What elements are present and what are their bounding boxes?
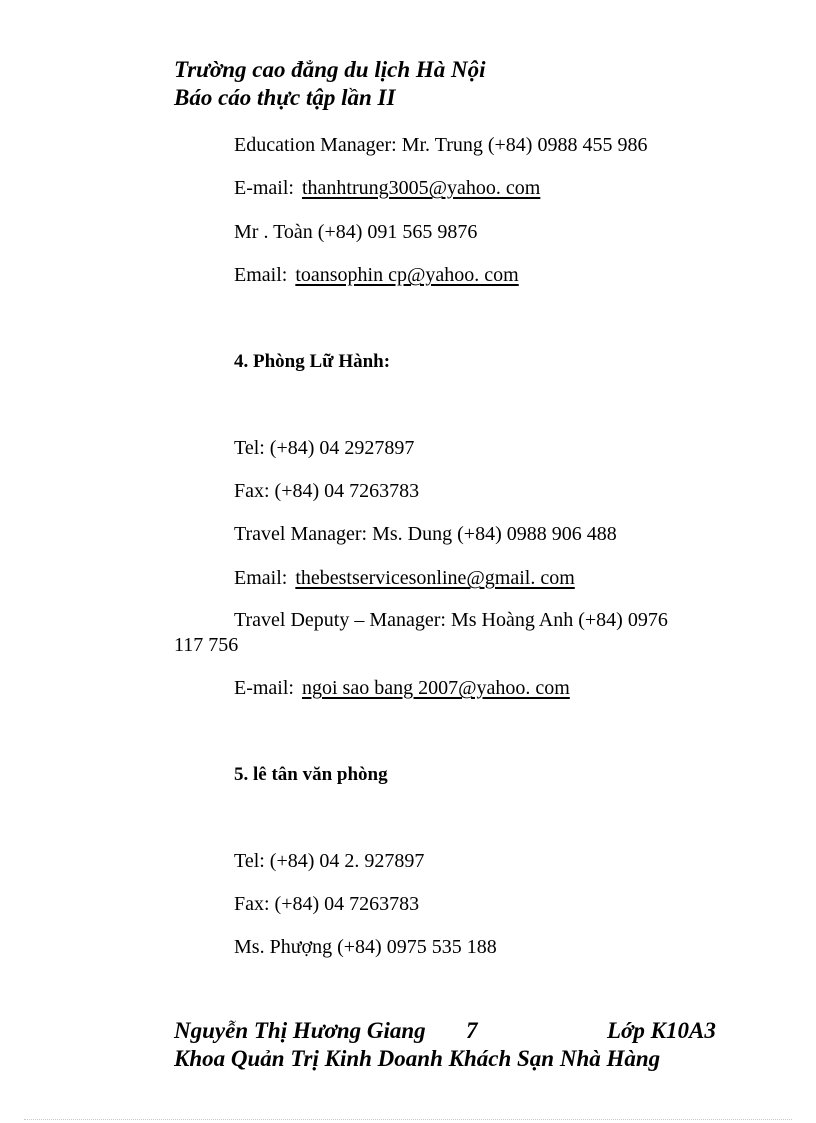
section-5-heading: 5. lê tân văn phòng [234, 764, 388, 785]
report-title: Báo cáo thực tập lần II [174, 85, 396, 110]
travel-tel-line: Tel: (+84) 04 2927897 [234, 437, 415, 459]
reception-contact-line: Ms. Phượng (+84) 0975 535 188 [234, 936, 497, 958]
email-label: Email: [234, 567, 288, 589]
travel-email-line [234, 566, 575, 590]
email-link[interactable]: ngoi sao bang 2007@yahoo. com [301, 677, 570, 699]
travel-fax-line: Fax: (+84) 04 7263783 [234, 480, 420, 502]
email-link[interactable]: thanhtrung3005@yahoo. com [301, 177, 541, 199]
reception-tel-line: Tel: (+84) 04 2. 927897 [234, 850, 425, 872]
email-label: E-mail: [234, 677, 294, 699]
reception-fax-line: Fax: (+84) 04 7263783 [234, 893, 420, 915]
school-name: Trường cao đẳng du lịch Hà Nội [174, 57, 486, 82]
travel-deputy-email-line [234, 676, 570, 700]
email-line-2 [234, 263, 519, 287]
footer-faculty: Khoa Quản Trị Kinh Doanh Khách Sạn Nhà Hàng [174, 1046, 661, 1071]
travel-deputy-line-2: 117 756 [174, 634, 239, 656]
email-link[interactable]: toansophin cp@yahoo. com [295, 264, 519, 286]
travel-deputy-line-1: Travel Deputy – Manager: Ms Hoàng Anh (+84) 0976 [234, 609, 668, 631]
footer-class: Lớp K10A3 [607, 1018, 716, 1043]
page-bottom-divider [24, 1119, 792, 1120]
education-manager-line: Education Manager: Mr. Trung (+84) 0988 455 986 [234, 134, 648, 156]
email-label: E-mail: [234, 177, 294, 199]
email-label: Email: [234, 264, 288, 286]
email-line-1 [234, 176, 540, 200]
email-link[interactable]: thebestservicesonline@gmail. com [295, 567, 575, 589]
footer-author: Nguyễn Thị Hương Giang [174, 1018, 426, 1043]
section-4-heading: 4. Phòng Lữ Hành: [234, 351, 391, 372]
page-number: 7 [466, 1018, 478, 1043]
travel-manager-line: Travel Manager: Ms. Dung (+84) 0988 906 488 [234, 523, 617, 545]
contact-toan-line: Mr . Toàn (+84) 091 565 9876 [234, 221, 478, 243]
